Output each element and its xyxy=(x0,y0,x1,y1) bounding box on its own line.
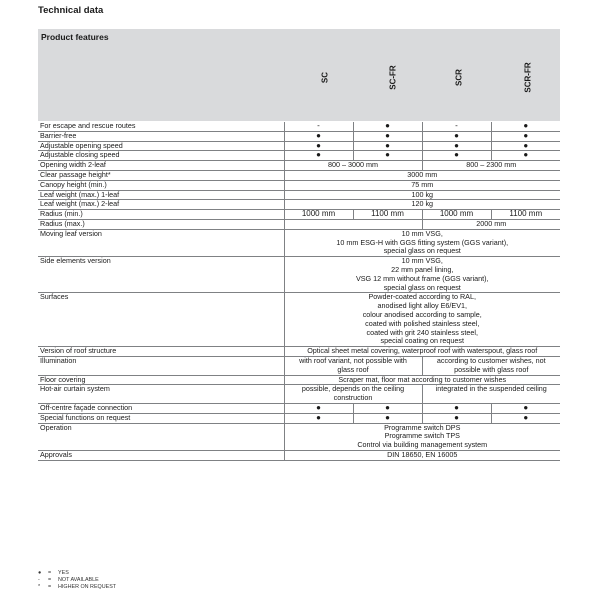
value-cell: Powder-coated according to RAL, anodised light alloy E6/EV1, colour anodised according to sample, coated with polished stainless steel, coated with grit 240 stainless steel, special coating on request xyxy=(284,293,560,347)
value-cell: ● xyxy=(353,141,422,151)
row-label: Surfaces xyxy=(38,293,284,347)
value-cell: ● xyxy=(284,151,353,161)
value-cell: - xyxy=(284,122,353,131)
value-cell: ● xyxy=(353,122,422,131)
table-row xyxy=(38,200,560,210)
row-label: Version of roof structure xyxy=(38,347,284,357)
table-row xyxy=(38,356,560,375)
value-cell: Optical sheet metal covering, waterproof roof with waterspout, glass roof xyxy=(284,347,560,357)
value-cell: ● xyxy=(353,151,422,161)
legend-item: - = NOT AVAILABLE xyxy=(38,577,99,583)
table-row xyxy=(38,257,560,293)
value-cell: 2000 mm xyxy=(422,219,560,229)
value-cell: ● xyxy=(491,122,560,131)
value-cell: ● xyxy=(284,131,353,141)
table-row xyxy=(38,403,560,413)
value-cell: ● xyxy=(422,403,491,413)
row-label: Radius (min.) xyxy=(38,210,284,220)
table-row xyxy=(38,450,560,460)
column-header-sc-fr: SC-FR xyxy=(388,65,398,90)
table-row xyxy=(38,210,560,220)
row-label: Operation xyxy=(38,423,284,450)
row-label: Moving leaf version xyxy=(38,229,284,256)
row-label: Radius (max.) xyxy=(38,219,284,229)
table-row xyxy=(38,293,560,347)
value-cell: ● xyxy=(284,413,353,423)
legend xyxy=(38,570,116,591)
row-label: Adjustable closing speed xyxy=(38,151,284,161)
table-row xyxy=(38,347,560,357)
table-row xyxy=(38,219,560,229)
value-cell: 1000 mm xyxy=(422,210,491,220)
value-cell: ● xyxy=(422,131,491,141)
value-cell: 1100 mm xyxy=(353,210,422,220)
row-label: Barrier-free xyxy=(38,131,284,141)
value-cell: ● xyxy=(422,141,491,151)
technical-data-table xyxy=(38,122,560,461)
legend-item: * = HIGHER ON REQUEST xyxy=(38,584,117,590)
row-label: Hot-air curtain system xyxy=(38,385,284,404)
value-cell: ● xyxy=(491,151,560,161)
value-cell: ● xyxy=(284,403,353,413)
column-header-scr: SCR xyxy=(454,69,464,86)
value-cell: integrated in the suspended ceiling xyxy=(422,385,560,404)
value-cell: 3000 mm xyxy=(284,170,560,180)
value-cell: ● xyxy=(422,413,491,423)
row-label: Illumination xyxy=(38,356,284,375)
value-cell: ● xyxy=(491,141,560,151)
table-row xyxy=(38,131,560,141)
table-row xyxy=(38,161,560,171)
value-cell: 100 kg xyxy=(284,190,560,200)
value-cell: Scraper mat, floor mat according to customer wishes xyxy=(284,375,560,385)
value-cell: ● xyxy=(353,131,422,141)
value-cell: ● xyxy=(491,403,560,413)
value-cell: ● xyxy=(353,413,422,423)
value-cell: ● xyxy=(491,131,560,141)
row-label: Special functions on request xyxy=(38,413,284,423)
header-title: Product features xyxy=(41,32,109,42)
row-label: Floor covering xyxy=(38,375,284,385)
value-cell: 10 mm VSG, 10 mm ESG-H with GGS fitting system (GGS variant), special glass on request xyxy=(284,229,560,256)
row-label: Off-centre façade connection xyxy=(38,403,284,413)
row-label: Leaf weight (max.) 2-leaf xyxy=(38,200,284,210)
value-cell: ● xyxy=(353,403,422,413)
table-row xyxy=(38,180,560,190)
table-row xyxy=(38,122,560,131)
column-header-sc: SC xyxy=(320,71,330,84)
table-row xyxy=(38,413,560,423)
value-cell xyxy=(284,219,422,229)
value-cell: ● xyxy=(491,413,560,423)
page-title: Technical data xyxy=(38,5,104,16)
table-row xyxy=(38,385,560,404)
value-cell: Programme switch DPS Programme switch TPS Control via building management system xyxy=(284,423,560,450)
value-cell: - xyxy=(422,122,491,131)
row-label: Clear passage height* xyxy=(38,170,284,180)
legend-item: ● = YES xyxy=(38,570,69,576)
column-header-scr-fr: SCR-FR xyxy=(523,62,533,93)
table-row xyxy=(38,170,560,180)
row-label: Adjustable opening speed xyxy=(38,141,284,151)
table-header-band xyxy=(38,29,560,121)
value-cell: DIN 18650, EN 16005 xyxy=(284,450,560,460)
value-cell: 75 mm xyxy=(284,180,560,190)
row-label: Approvals xyxy=(38,450,284,460)
table-row xyxy=(38,229,560,256)
value-cell: 800 – 3000 mm xyxy=(284,161,422,171)
value-cell: according to customer wishes, not possible with glass roof xyxy=(422,356,560,375)
value-cell: 800 – 2300 mm xyxy=(422,161,560,171)
value-cell: with roof variant, not possible with glass roof xyxy=(284,356,422,375)
row-label: Side elements version xyxy=(38,257,284,293)
value-cell: possible, depends on the ceiling construction xyxy=(284,385,422,404)
value-cell: 1000 mm xyxy=(284,210,353,220)
value-cell: ● xyxy=(422,151,491,161)
value-cell: 120 kg xyxy=(284,200,560,210)
row-label: Opening width 2-leaf xyxy=(38,161,284,171)
value-cell: 1100 mm xyxy=(491,210,560,220)
row-label: For escape and rescue routes xyxy=(38,122,284,131)
row-label: Leaf weight (max.) 1-leaf xyxy=(38,190,284,200)
table-row xyxy=(38,423,560,450)
value-cell: 10 mm VSG, 22 mm panel lining, VSG 12 mm without frame (GGS variant), special glass on request xyxy=(284,257,560,293)
row-label: Canopy height (min.) xyxy=(38,180,284,190)
value-cell: ● xyxy=(284,141,353,151)
